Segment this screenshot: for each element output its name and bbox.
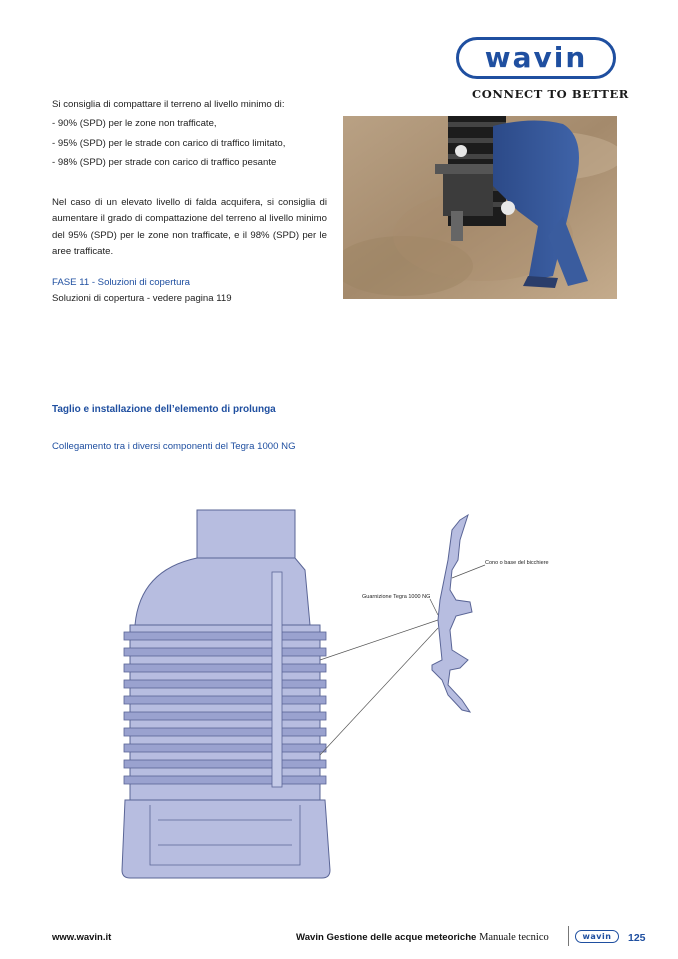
chamber-base xyxy=(122,800,330,878)
label-cone: Cono o base del bicchiere xyxy=(485,560,549,566)
label-gasket: Guarnizione Tegra 1000 NG xyxy=(362,594,431,600)
gasket-profile xyxy=(432,515,472,712)
chamber-cone xyxy=(135,558,310,625)
compaction-list xyxy=(52,114,285,173)
phase-text: Soluzioni di copertura - vedere pagina 119 xyxy=(52,293,232,304)
photo-illustration xyxy=(343,116,617,299)
page-number: 125 xyxy=(628,932,646,944)
groundwater-paragraph: Nel caso di un elevato livello di falda acquifera, si consiglia di aumentare il grado di compattazione del terreno al livello minimo del 95% (SPD) per le zone non trafficate, e il 98% (SPD) per le aree trafficate. xyxy=(52,197,327,257)
section-subtitle: Collegamento tra i diversi componenti del Tegra 1000 NG xyxy=(52,441,296,452)
list-item: - 98% (SPD) per strade con carico di traffico pesante xyxy=(52,157,277,168)
tegra-diagram xyxy=(100,500,580,880)
tegra-drawing xyxy=(100,500,580,880)
list-item: - 90% (SPD) per le zone non trafficate, xyxy=(52,118,217,129)
footer-logo-text: wavin xyxy=(582,932,612,941)
compaction-intro: Si consiglia di compattare il terreno al livello minimo di: xyxy=(52,99,285,110)
wavin-logo xyxy=(456,37,616,79)
section-title: Taglio e installazione dell’elemento di prolunga xyxy=(52,404,276,415)
compaction-photo xyxy=(343,116,617,299)
logo-text: wavin xyxy=(484,41,588,74)
footer-title xyxy=(296,932,549,943)
phase-title: FASE 11 - Soluzioni di copertura xyxy=(52,277,190,288)
list-item: - 95% (SPD) per le strade con carico di traffico limitato, xyxy=(52,137,286,149)
footer-logo xyxy=(575,930,619,943)
chamber-neck xyxy=(197,510,295,565)
footer-divider xyxy=(568,926,569,946)
footer-title-main: Wavin Gestione delle acque meteoriche xyxy=(296,932,477,943)
footer-subtitle: Manuale tecnico xyxy=(479,932,549,943)
brand-tagline: CONNECT TO BETTER xyxy=(472,87,629,101)
footer-url[interactable]: www.wavin.it xyxy=(52,932,112,943)
